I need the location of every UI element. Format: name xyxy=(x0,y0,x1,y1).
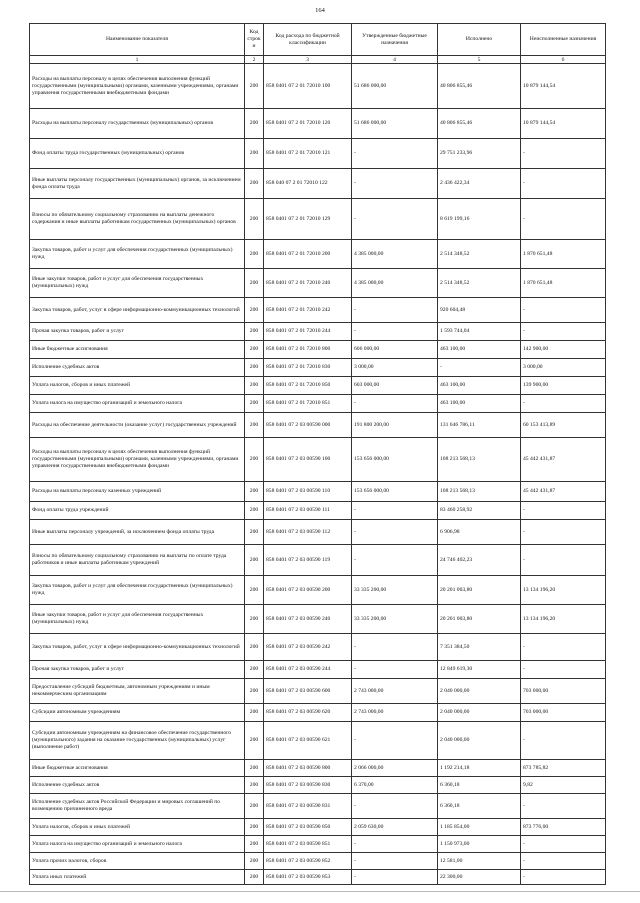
table-row xyxy=(30,576,606,605)
row-indicator-name: Расходы на выплаты персоналу государственных (муниципальных) органов xyxy=(30,109,245,139)
row-approved-amount: - xyxy=(352,323,438,341)
row-unexecuted-amount: - xyxy=(521,661,606,679)
row-approved-amount: 51 686 000,00 xyxy=(352,109,438,139)
row-line-code: 200 xyxy=(245,634,264,661)
row-unexecuted-amount: 3 000,00 xyxy=(521,359,606,377)
row-classification-code: 858 0401 07 2 03 00590 831 xyxy=(264,794,352,819)
row-classification-code: 858 0401 07 2 03 00590 100 xyxy=(264,438,352,482)
row-classification-code: 858 0401 07 2 01 72010 200 xyxy=(264,240,352,269)
row-executed-amount: 20 201 003,80 xyxy=(438,576,521,605)
row-approved-amount: 153 656 000,00 xyxy=(352,482,438,502)
table-body xyxy=(30,64,606,885)
row-indicator-name: Исполнение судебных актов xyxy=(30,777,245,794)
table-row xyxy=(30,482,606,502)
row-line-code: 200 xyxy=(245,722,264,760)
row-indicator-name: Исполнение судебных актов Российской Федерации и мировых соглашений по возмещению причиненного вреда xyxy=(30,794,245,819)
row-executed-amount: 40 806 855,46 xyxy=(438,109,521,139)
table-row xyxy=(30,341,606,359)
row-unexecuted-amount: - xyxy=(521,634,606,661)
row-executed-amount: 2 514 348,52 xyxy=(438,240,521,269)
budget-execution-table xyxy=(29,23,606,885)
row-approved-amount: - xyxy=(352,634,438,661)
row-classification-code: 858 0401 07 2 03 00590 244 xyxy=(264,661,352,679)
row-executed-amount: 1 185 854,00 xyxy=(438,819,521,836)
row-line-code: 200 xyxy=(245,323,264,341)
row-classification-code: 858 0401 07 2 01 72010 240 xyxy=(264,269,352,298)
row-indicator-name: Иные закупки товаров, работ и услуг для обеспечения государственных (муниципальных) нужд xyxy=(30,605,245,634)
row-classification-code: 858 0401 07 2 01 72010 800 xyxy=(264,341,352,359)
row-line-code: 200 xyxy=(245,169,264,199)
column-number: 6 xyxy=(521,56,606,64)
row-executed-amount: 108 213 568,13 xyxy=(438,482,521,502)
row-classification-code: 858 0401 07 2 03 00590 621 xyxy=(264,722,352,760)
row-approved-amount: 153 656 000,00 xyxy=(352,438,438,482)
row-executed-amount: 2 040 000,00 xyxy=(438,679,521,704)
row-indicator-name: Расходы на обеспечение деятельности (оказание услуг) государственных учреждений xyxy=(30,413,245,438)
table-row xyxy=(30,545,606,576)
row-unexecuted-amount: - xyxy=(521,853,606,870)
row-executed-amount: 24 746 402,23 xyxy=(438,545,521,576)
row-line-code: 200 xyxy=(245,545,264,576)
row-unexecuted-amount: - xyxy=(521,169,606,199)
row-indicator-name: Уплата налога на имущество организаций и земельного налога xyxy=(30,836,245,853)
table-row xyxy=(30,395,606,413)
row-approved-amount: - xyxy=(352,545,438,576)
page-number: 164 xyxy=(315,7,325,14)
row-unexecuted-amount: - xyxy=(521,199,606,240)
row-classification-code: 858 0401 07 2 03 00590 800 xyxy=(264,760,352,777)
table-row xyxy=(30,64,606,109)
row-indicator-name: Уплата налогов, сборов и иных платежей xyxy=(30,819,245,836)
row-unexecuted-amount: 873 776,00 xyxy=(521,819,606,836)
row-unexecuted-amount: 1 870 651,48 xyxy=(521,240,606,269)
header-executed: Исполнено xyxy=(438,24,521,56)
table-row xyxy=(30,502,606,520)
row-unexecuted-amount: - xyxy=(521,836,606,853)
row-unexecuted-amount: 10 879 144,54 xyxy=(521,64,606,109)
table-row xyxy=(30,836,606,853)
table-header-row xyxy=(30,24,606,56)
header-classification-code: Код расхода по бюджетной классификации xyxy=(264,24,352,56)
row-classification-code: 858 0401 07 2 01 72010 830 xyxy=(264,359,352,377)
row-unexecuted-amount: - xyxy=(521,502,606,520)
row-line-code: 200 xyxy=(245,482,264,502)
row-indicator-name: Исполнение судебных актов xyxy=(30,359,245,377)
row-classification-code: 858 0401 07 2 03 00590 110 xyxy=(264,482,352,502)
header-unexecuted: Неисполненные назначения xyxy=(521,24,606,56)
row-executed-amount: 20 201 003,80 xyxy=(438,605,521,634)
row-approved-amount: - xyxy=(352,199,438,240)
row-executed-amount: 8 619 199,16 xyxy=(438,199,521,240)
row-executed-amount: 6 360,18 xyxy=(438,794,521,819)
row-line-code: 200 xyxy=(245,520,264,545)
row-indicator-name: Уплата прочих налогов, сборов xyxy=(30,853,245,870)
row-executed-amount: 2 514 348,52 xyxy=(438,269,521,298)
row-line-code: 200 xyxy=(245,64,264,109)
row-unexecuted-amount: 60 153 413,89 xyxy=(521,413,606,438)
table-row xyxy=(30,298,606,323)
row-unexecuted-amount: 10 879 144,54 xyxy=(521,109,606,139)
table-row xyxy=(30,661,606,679)
table-row xyxy=(30,794,606,819)
row-unexecuted-amount: 873 785,82 xyxy=(521,760,606,777)
table-row xyxy=(30,777,606,794)
row-unexecuted-amount: 142 900,00 xyxy=(521,341,606,359)
row-unexecuted-amount: 703 000,00 xyxy=(521,704,606,722)
row-indicator-name: Взносы по обязательному социальному страхованию на выплаты денежного содержания и иные выплаты работникам государственных (муниципальных) органов xyxy=(30,199,245,240)
row-unexecuted-amount: - xyxy=(521,323,606,341)
row-approved-amount: - xyxy=(352,139,438,169)
row-line-code: 200 xyxy=(245,377,264,395)
row-classification-code: 858 0401 07 2 03 00590 119 xyxy=(264,545,352,576)
row-approved-amount: - xyxy=(352,169,438,199)
row-indicator-name: Закупка товаров, работ, услуг в сфере информационно-коммуникационных технологий xyxy=(30,634,245,661)
table-row xyxy=(30,520,606,545)
row-classification-code: 858 0401 07 2 01 72010 850 xyxy=(264,377,352,395)
row-indicator-name: Субсидии автономным учреждениям на финансовое обеспечение государственного (муниципального) задания на оказание государственных (муниципальных) услуг (выполнение работ) xyxy=(30,722,245,760)
row-executed-amount: 2 436 422,34 xyxy=(438,169,521,199)
row-approved-amount: - xyxy=(352,853,438,870)
row-approved-amount: - xyxy=(352,836,438,853)
row-approved-amount: 4 385 000,00 xyxy=(352,269,438,298)
row-indicator-name: Прочая закупка товаров, работ и услуг xyxy=(30,323,245,341)
row-indicator-name: Прочая закупка товаров, работ и услуг xyxy=(30,661,245,679)
column-number: 2 xyxy=(245,56,264,64)
row-line-code: 200 xyxy=(245,139,264,169)
table-row xyxy=(30,169,606,199)
row-classification-code: 858 0401 07 2 03 00590 000 xyxy=(264,413,352,438)
row-executed-amount: 40 806 855,46 xyxy=(438,64,521,109)
row-line-code: 200 xyxy=(245,605,264,634)
row-executed-amount: 12 849 619,30 xyxy=(438,661,521,679)
row-classification-code: 858 0401 07 2 01 72010 851 xyxy=(264,395,352,413)
row-unexecuted-amount: - xyxy=(521,298,606,323)
row-line-code: 200 xyxy=(245,704,264,722)
table-row xyxy=(30,722,606,760)
row-line-code: 200 xyxy=(245,576,264,605)
row-classification-code: 858 0401 07 2 03 00590 830 xyxy=(264,777,352,794)
row-executed-amount: 29 751 233,96 xyxy=(438,139,521,169)
row-classification-code: 858 0401 07 2 03 00590 240 xyxy=(264,605,352,634)
row-unexecuted-amount: 45 442 431,87 xyxy=(521,438,606,482)
row-approved-amount: - xyxy=(352,661,438,679)
row-unexecuted-amount: - xyxy=(521,520,606,545)
header-line-code: Код строки xyxy=(245,24,264,56)
row-approved-amount: 2 066 000,00 xyxy=(352,760,438,777)
column-number-row xyxy=(30,56,606,64)
row-approved-amount: - xyxy=(352,395,438,413)
row-line-code: 200 xyxy=(245,109,264,139)
row-unexecuted-amount: 9,82 xyxy=(521,777,606,794)
row-executed-amount: 463 100,00 xyxy=(438,377,521,395)
row-approved-amount: 51 686 000,00 xyxy=(352,64,438,109)
row-classification-code: 858 0401 07 2 03 00590 850 xyxy=(264,819,352,836)
row-approved-amount: - xyxy=(352,870,438,885)
table-row xyxy=(30,853,606,870)
row-classification-code: 858 0401 07 2 03 00590 852 xyxy=(264,853,352,870)
row-unexecuted-amount: 1 870 651,48 xyxy=(521,269,606,298)
row-approved-amount: - xyxy=(352,722,438,760)
row-unexecuted-amount: - xyxy=(521,139,606,169)
row-classification-code: 858 0401 07 2 03 00590 112 xyxy=(264,520,352,545)
row-executed-amount: 7 351 384,50 xyxy=(438,634,521,661)
table-row xyxy=(30,704,606,722)
row-line-code: 200 xyxy=(245,438,264,482)
table-row xyxy=(30,870,606,885)
row-approved-amount: 2 059 630,00 xyxy=(352,819,438,836)
row-approved-amount: 4 385 000,00 xyxy=(352,240,438,269)
table-row xyxy=(30,819,606,836)
row-executed-amount: 2 040 000,00 xyxy=(438,722,521,760)
row-line-code: 200 xyxy=(245,760,264,777)
column-number: 1 xyxy=(30,56,245,64)
row-executed-amount: 83 460 258,92 xyxy=(438,502,521,520)
row-line-code: 200 xyxy=(245,395,264,413)
table-row xyxy=(30,760,606,777)
table-row xyxy=(30,109,606,139)
row-executed-amount: 1 593 744,04 xyxy=(438,323,521,341)
row-indicator-name: Взносы по обязательному социальному страхованию на выплаты по оплате труда работников и иные выплаты работникам учреждений xyxy=(30,545,245,576)
row-unexecuted-amount: - xyxy=(521,870,606,885)
row-approved-amount: 2 743 000,00 xyxy=(352,679,438,704)
row-line-code: 200 xyxy=(245,413,264,438)
row-unexecuted-amount: 139 900,00 xyxy=(521,377,606,395)
row-classification-code: 858 0401 07 2 01 72010 129 xyxy=(264,199,352,240)
table-row xyxy=(30,240,606,269)
row-indicator-name: Иные бюджетные ассигнования xyxy=(30,760,245,777)
table-row xyxy=(30,634,606,661)
row-indicator-name: Закупка товаров, работ, услуг в сфере информационно-коммуникационных технологий xyxy=(30,298,245,323)
table-row xyxy=(30,605,606,634)
header-indicator-name: Наименование показателя xyxy=(30,24,245,56)
row-indicator-name: Иные закупки товаров, работ и услуг для обеспечения государственных (муниципальных) нужд xyxy=(30,269,245,298)
table-row xyxy=(30,679,606,704)
column-number: 5 xyxy=(438,56,521,64)
row-approved-amount: - xyxy=(352,794,438,819)
row-line-code: 200 xyxy=(245,870,264,885)
row-approved-amount: 191 800 200,00 xyxy=(352,413,438,438)
row-executed-amount: 22 300,00 xyxy=(438,870,521,885)
row-approved-amount: 603 000,00 xyxy=(352,377,438,395)
row-executed-amount: 108 213 568,13 xyxy=(438,438,521,482)
row-indicator-name: Закупка товаров, работ и услуг для обеспечения государственных (муниципальных) нужд xyxy=(30,240,245,269)
row-indicator-name: Уплата налогов, сборов и иных платежей xyxy=(30,377,245,395)
row-line-code: 200 xyxy=(245,240,264,269)
row-classification-code: 858 0401 07 2 01 72010 120 xyxy=(264,109,352,139)
row-unexecuted-amount: 45 442 431,87 xyxy=(521,482,606,502)
row-indicator-name: Уплата иных платежей xyxy=(30,870,245,885)
column-number: 3 xyxy=(264,56,352,64)
row-line-code: 200 xyxy=(245,199,264,240)
row-executed-amount: 131 646 786,11 xyxy=(438,413,521,438)
row-unexecuted-amount: - xyxy=(521,545,606,576)
row-approved-amount: 606 000,00 xyxy=(352,341,438,359)
row-line-code: 200 xyxy=(245,679,264,704)
row-executed-amount: 1 150 973,00 xyxy=(438,836,521,853)
row-executed-amount: 920 604,48 xyxy=(438,298,521,323)
row-unexecuted-amount: - xyxy=(521,395,606,413)
row-classification-code: 858 0401 07 2 03 00590 853 xyxy=(264,870,352,885)
row-line-code: 200 xyxy=(245,341,264,359)
row-classification-code: 858 0401 07 2 03 00590 851 xyxy=(264,836,352,853)
row-executed-amount: 463 100,00 xyxy=(438,395,521,413)
row-unexecuted-amount: - xyxy=(521,794,606,819)
row-approved-amount: 3 000,00 xyxy=(352,359,438,377)
table-row xyxy=(30,438,606,482)
row-line-code: 200 xyxy=(245,777,264,794)
row-indicator-name: Фонд оплаты труда учреждений xyxy=(30,502,245,520)
row-line-code: 200 xyxy=(245,794,264,819)
row-line-code: 200 xyxy=(245,298,264,323)
row-approved-amount: 2 743 000,00 xyxy=(352,704,438,722)
row-line-code: 200 xyxy=(245,269,264,298)
row-classification-code: 858 0401 07 2 03 00590 111 xyxy=(264,502,352,520)
table-row xyxy=(30,269,606,298)
row-indicator-name: Расходы на выплаты персоналу казенных учреждений xyxy=(30,482,245,502)
table-row xyxy=(30,413,606,438)
table-row xyxy=(30,139,606,169)
row-indicator-name: Фонд оплаты труда государственных (муниципальных) органов xyxy=(30,139,245,169)
table-row xyxy=(30,199,606,240)
row-line-code: 200 xyxy=(245,661,264,679)
row-approved-amount: 33 335 200,00 xyxy=(352,576,438,605)
row-classification-code: 858 0401 07 2 03 00590 200 xyxy=(264,576,352,605)
table-row xyxy=(30,323,606,341)
row-classification-code: 858 0401 07 2 01 72010 242 xyxy=(264,298,352,323)
row-classification-code: 858 0401 07 2 01 72010 244 xyxy=(264,323,352,341)
row-classification-code: 858 040 07 2 01 72010 122 xyxy=(264,169,352,199)
row-classification-code: 858 0401 07 2 01 72010 100 xyxy=(264,64,352,109)
row-indicator-name: Закупка товаров, работ и услуг для обеспечения государственных (муниципальных) нужд xyxy=(30,576,245,605)
row-approved-amount: - xyxy=(352,520,438,545)
row-executed-amount: 2 040 000,00 xyxy=(438,704,521,722)
row-indicator-name: Иные выплаты персоналу государственных (муниципальных) органов, за исключением фонда оплаты труда xyxy=(30,169,245,199)
row-approved-amount: - xyxy=(352,502,438,520)
row-indicator-name: Иные бюджетные ассигнования xyxy=(30,341,245,359)
table-row xyxy=(30,377,606,395)
row-approved-amount: 33 335 200,00 xyxy=(352,605,438,634)
row-line-code: 200 xyxy=(245,359,264,377)
row-unexecuted-amount: 13 134 196,20 xyxy=(521,605,606,634)
row-indicator-name: Предоставление субсидий бюджетным, автономным учреждениям и иным некоммерческим организациям xyxy=(30,679,245,704)
page-bottom-rule xyxy=(0,891,640,892)
row-indicator-name: Уплата налога на имущество организаций и земельного налога xyxy=(30,395,245,413)
row-executed-amount: - xyxy=(438,359,521,377)
row-indicator-name: Расходы на выплаты персоналу в целях обеспечения выполнения функций государственными (муниципальными) органами, казенными учреждениями, органами управления государственными внебюджетными фондами xyxy=(30,64,245,109)
row-classification-code: 858 0401 07 2 03 00590 600 xyxy=(264,679,352,704)
row-line-code: 200 xyxy=(245,853,264,870)
row-line-code: 200 xyxy=(245,819,264,836)
row-line-code: 200 xyxy=(245,502,264,520)
row-classification-code: 858 0401 07 2 03 00590 242 xyxy=(264,634,352,661)
row-indicator-name: Расходы на выплаты персоналу в целях обеспечения выполнения функций государственными (муниципальными) органами, казенными учреждениями, органами управления государственными внебюджетными фондами xyxy=(30,438,245,482)
row-indicator-name: Субсидии автономным учреждениям xyxy=(30,704,245,722)
row-unexecuted-amount: - xyxy=(521,722,606,760)
row-executed-amount: 12 581,00 xyxy=(438,853,521,870)
table-row xyxy=(30,359,606,377)
row-line-code: 200 xyxy=(245,836,264,853)
row-unexecuted-amount: 703 000,00 xyxy=(521,679,606,704)
row-approved-amount: 6 370,00 xyxy=(352,777,438,794)
column-number: 4 xyxy=(352,56,438,64)
row-indicator-name: Иные выплаты персоналу учреждений, за исключением фонда оплаты труда xyxy=(30,520,245,545)
row-executed-amount: 463 100,00 xyxy=(438,341,521,359)
row-executed-amount: 6 906,98 xyxy=(438,520,521,545)
header-approved: Утвержденные бюджетные назначения xyxy=(352,24,438,56)
row-unexecuted-amount: 13 134 196,20 xyxy=(521,576,606,605)
row-approved-amount: - xyxy=(352,298,438,323)
row-classification-code: 858 0401 07 2 01 72010 121 xyxy=(264,139,352,169)
row-executed-amount: 6 360,18 xyxy=(438,777,521,794)
row-executed-amount: 1 192 214,18 xyxy=(438,760,521,777)
row-classification-code: 858 0401 07 2 03 00590 620 xyxy=(264,704,352,722)
